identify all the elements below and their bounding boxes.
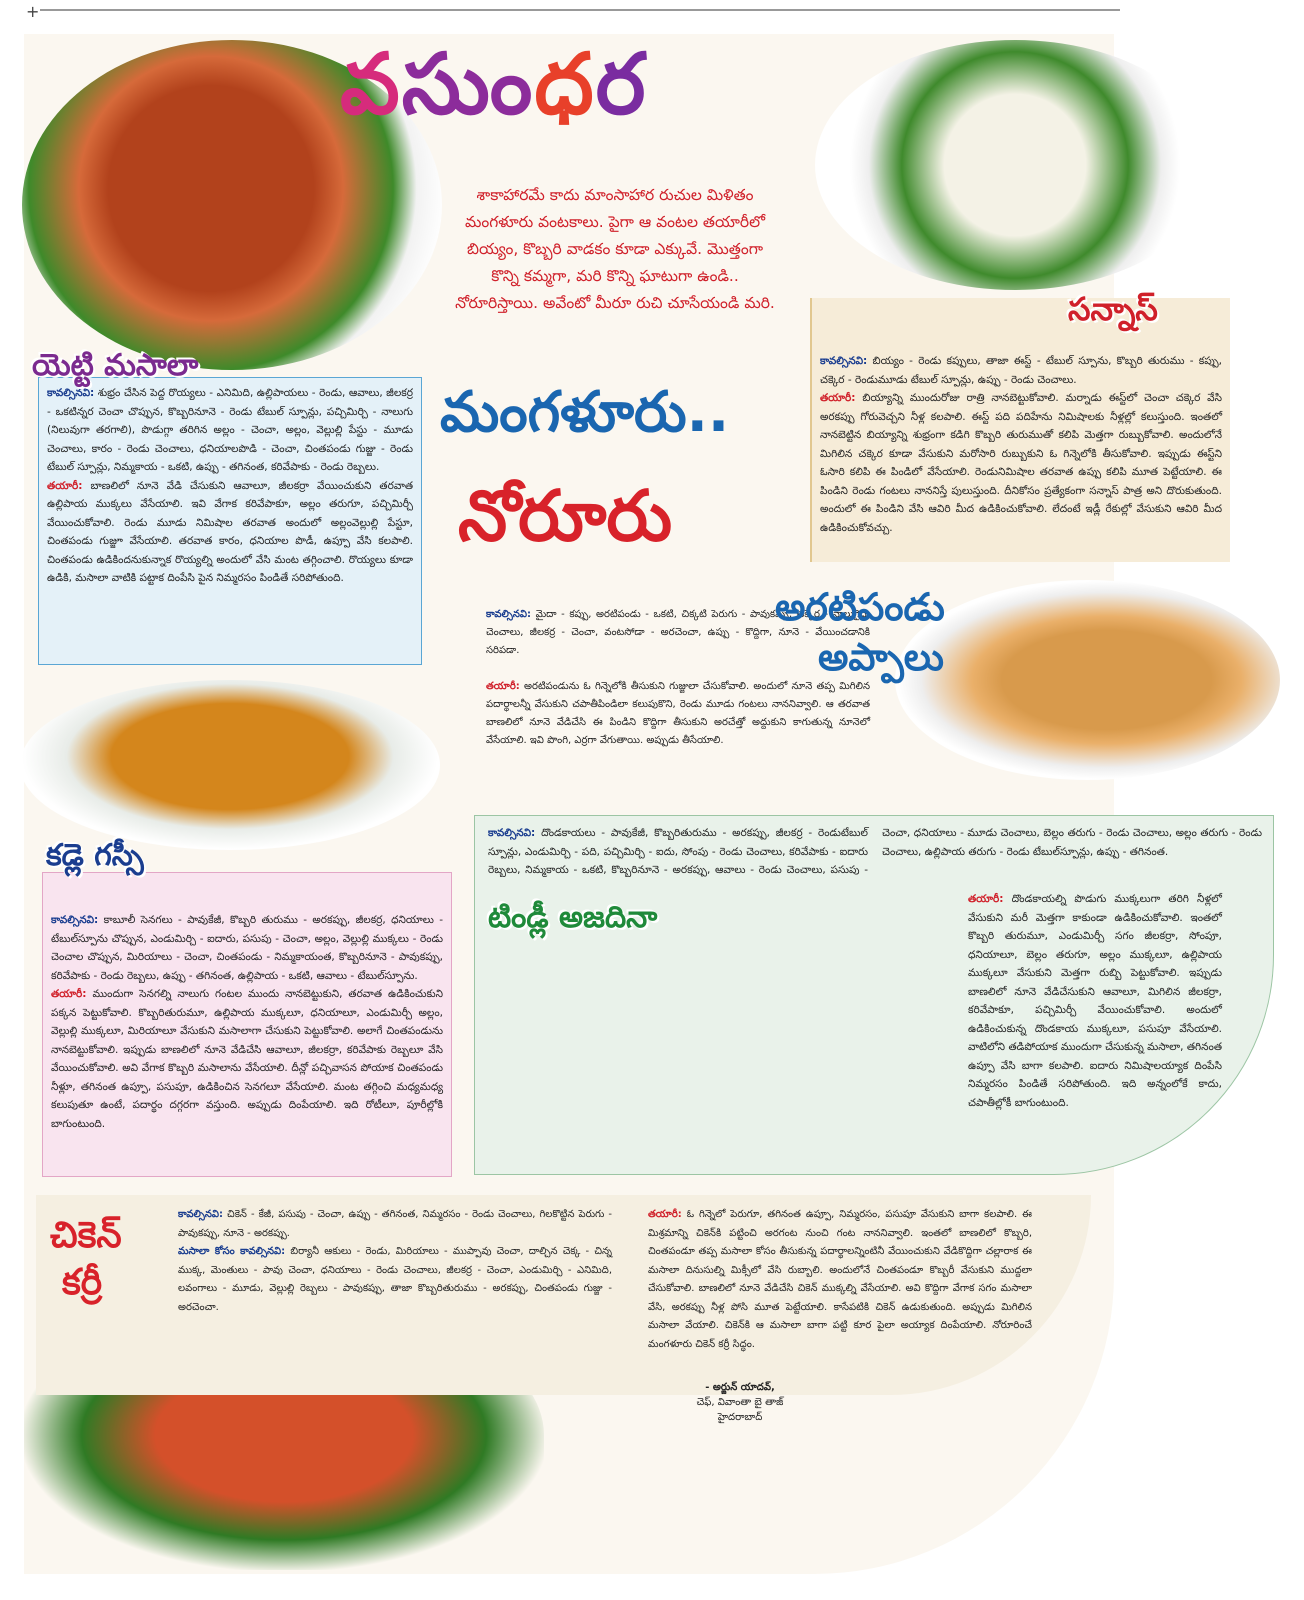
method-label: తయారీ: (968, 893, 1004, 905)
dish-title-appalu-2: అప్పాలు (818, 635, 944, 679)
logo-letter: ధ (534, 35, 596, 133)
headline-line2: నోరూరు (458, 475, 673, 557)
ingredients-label: కావల్సినవి: (51, 914, 99, 926)
method-text: దొండకాయల్ని పొడుగు ముక్కలుగా తరిగి నీళ్లలో వేసుకుని మరీ మెత్తగా కాకుండా ఉడికించుకోవాలి. ఇంతలో కొబ్బరి తురుమూ, ఎండుమిర్చీ సగం జీలకర్రా, సోంపూ, ధనియాలూ, బెల్లం తరుగూ, అల్లం ముక్కలూ, ఉల్లిపాయ ముక్కలూ వేసుకుని మెత్తగా రుబ్బి పెట్టుకోవాలి. ఇప్పుడు బాణలిలో నూనె వేడిచేసుకుని ఆవాలూ, మిగిలిన జీలకర్రా, కరివేపాకూ, పచ్చిమిర్చీ వేయించుకోవాలి. అందులో ఉడికించుకున్న దొండకాయ ముక్కలూ, పసుపూ వేసేయాలి. వాటిలోని తడిపోయాక ముందుగా చేసుకున్న మసాలా, తగినంత ఉప్పూ వేసి బాగా కలపాలి. ఐదారు నిమిషాలయ్యాక దింపేసి నిమ్మరసం పిండితే సరిపోతుంది. ఇది అన్నంలోకే కాదు, చపాతీల్లోకీ బాగుంటుంది. (968, 893, 1222, 1109)
method-text: బియ్యాన్ని ముందురోజు రాత్రి నానబెట్టుకోవాలి. మర్నాడు ఈస్ట్‌లో చెంచా చక్కెర వేసి అరకప్పు గోరువెచ్చని నీళ్ల కలపాలి. ఈస్ట్ పది పదిహేను నిమిషాలకు నీళ్లల్లో కలుస్తుంది. ఇంతలో నానబెట్టిన బియ్యాన్ని శుభ్రంగా కడిగి కొబ్బరి తురుముతో కలిపి మెత్తగా రుబ్బుకోవాలి. అందులోనే మిగిలిన చక్కెర కూడా వేసుకుని మరోసారి రుబ్బుకుని ఓ గిన్నెలోకి తీసుకోవాలి. ఇప్పుడు ఈస్ట్‌ని ఓసారి కలిపి ఈ పిండిలో వేసేయాలి. రెండునిమిషాల తరవాత ఉప్పు కలిపి మూత పెట్టేయాలి. ఈ పిండిని రెండు గంటలు నాననిస్తే పులుస్తుంది. దీనికోసం ప్రత్యేకంగా సన్నాస్ పాత్ర అని దొరుకుతుంది. అందులో ఈ పిండిని వేసి ఆవిరి మీద ఉడికించుకోవాలి. లేదంటే ఇడ్లీ రేకుల్లో వేసుకుని ఆవిరి మీద ఉడికించుకోవచ్చు. (820, 392, 1222, 534)
chef-name: - అర్జున్ యాదవ్, (705, 1382, 775, 1393)
appalu-photo (895, 580, 1280, 780)
ingredients-text: దొండకాయలు - పావుకేజీ, కొబ్బరితురుము - అరకప్పు, జీలకర్ర - రెండుటేబుల్ స్పూన్లు, ఎండుమిర్చి - పది, పచ్చిమిర్చి - ఐదు, సోంపు - రెండు చెంచాలు, కరివేపాకు - ఐదారు రెబ్బలు, నిమ్మకాయ - ఒకటి, కొబ్బరినూనె - అరకప్పు, ఆవాలు - రెండు చెంచాలు, పసుపు - చెంచా, ధనియాలు - మూడు చెంచాలు, బెల్లం తరుగు - రెండు చెంచాలు, అల్లం తరుగు - రెండు చెంచాలు, ఉల్లిపాయ తరుగు - రెండు టేబుల్‌స్పూన్లు, ఉప్పు - తగినంత. (488, 827, 1262, 876)
logo-letter: ర (595, 35, 648, 133)
logo-letter: వ (340, 35, 402, 133)
intro-text: శాకాహారమే కాదు మాంసాహార రుచుల మిళితం మంగళూరు వంటకాలు. పైగా ఆ వంటల తయారీలో బియ్యం, కొబ్బరి వాడకం కూడా ఎక్కువే. మొత్తంగా కొన్ని కమ్మగా, మరి కొన్ని ఘాటుగా ఉండి.. నోరూరిస్తాయి. అవేంటో మీరూ రుచి చూసేయండి మరి. (455, 186, 775, 312)
dish-title-kadle: కడ్లె గస్సీ (46, 838, 144, 873)
dish-title-chicken-1: చికెన్ (50, 1215, 122, 1256)
dish-title-sannas: సన్నాస్ (1068, 290, 1158, 328)
recipe-tindli-method (960, 884, 1230, 1118)
method-label: తయారీ: (648, 1209, 682, 1220)
ingredients-text: శుభ్రం చేసిన పెద్ద రొయ్యలు - ఎనిమిది, ఉల్లిపాయలు - రెండు, ఆవాలు, జీలకర్ర - ఒకటిన్నర చెంచా చొప్పున, కొబ్బరినూనె - రెండు టేబుల్ స్పూన్లు, పచ్చిమిర్చి - నాలుగు (నిలువుగా తరగాలి), పొడుగ్గా తరిగిన అల్లం - చెంచా, అల్లం, వెల్లుల్లి పేస్టు - మూడు చెంచాలు, కారం - రెండు చెంచాలు, ధనియాలపొడి - చెంచా, చింతపండు గుజ్జు - రెండు టేబుల్ స్పూన్లు, నిమ్మకాయ - ఒకటి, ఉప్పు - తగినంత, కరివేపాకు - రెండు రెబ్బలు. (47, 387, 413, 473)
ingredients-label: కావల్సినవి: (488, 827, 536, 839)
method-label: తయారీ: (47, 479, 83, 492)
method-text: బాణలిలో నూనె వేడి చేసుకుని ఆవాలూ, జీలకర్రా వేయించుకుని తరవాత ఉల్లిపాయ ముక్కలు వేసేయాలి. ఇవి వేగాక కరివేపాకూ, అల్లం తరుగూ, పచ్చిమిర్చీ వేయించుకోవాలి. రెండు మూడు నిమిషాల తరవాత అందులో అల్లంవెల్లుల్లి పేస్టూ, చింతపండు గుజ్జూ వేసేయాలి. తరవాత కారం, ధనియాల పొడీ, ఉప్పూ వేసి కలపాలి. చింతపండు ఉడికిందనుకున్నాక రొయ్యల్ని అందులో వేసి మంట తగ్గించాలి. రొయ్యలు కూడా ఉడికి, మసాలా వాటికి పట్టాక దింపేసి పైన నిమ్మరసం పిండితే సరిపోతుంది. (47, 479, 413, 584)
recipe-chicken-method (640, 1200, 1040, 1360)
method-text: ఓ గిన్నెలో పెరుగూ, తగినంత ఉప్పూ, నిమ్మరసం, పసుపూ వేసుకుని బాగా కలపాలి. ఈ మిశ్రమాన్ని చికెన్‌కి పట్టించి అరగంట నుంచి గంట నాననివ్వాలి. ఇంతలో బాణలిలో కొబ్బరి, చింతపండూ తప్ప మసాలా కోసం తీసుకున్న పదార్థాలన్నింటినీ వేయించుకుని వేడికొద్దిగా చల్లారాక ఈ మసాలా దినుసుల్ని మిక్సీలో వేసి రుబ్బాలి. అందులోనే చింతపండూ కొబ్బరీ వేసుకుని ముద్దలా చేసుకోవాలి. బాణలిలో నూనె వేడిచేసి చికెన్ ముక్కల్ని వేసేయాలి. అవి కొద్దిగా వేగాక సగం మసాలా వేసి, అరకప్పు నీళ్ల పోసి మూత పెట్టేయాలి. కాసేపటికి చికెన్ ఉడుకుతుంది. అప్పుడు మిగిలిన మసాలా వేయాలి. చికెన్‌కి ఆ మసాలా బాగా పట్టి కూర పైలా అయ్యాక దింపేయాలి. నోరూరించే మంగళూరు చికెన్ కర్రీ సిద్ధం. (648, 1209, 1033, 1350)
recipe-chicken-ingredients (170, 1200, 620, 1323)
recipe-tindli-ingredients (480, 818, 1270, 888)
ingredients-label: కావల్సినవి: (820, 355, 868, 367)
masala-text: బిర్యానీ ఆకులు - రెండు, మిరియాలు - ముప్పావు చెంచా, దాల్చిన చెక్క - చిన్న ముక్క, మెంతులు - పావు చెంచా, ధనియాలు - రెండు చెంచాలు, జీలకర్ర - చెంచా, ఎండుమిర్చి - ఎనిమిది, లవంగాలు - మూడు, వెల్లుల్లి రెబ్బలు - పావుకప్పు, తాజా కొబ్బరితురుము - అరకప్పు, చింతపండు గుజ్జు - అరచెంచా. (178, 1246, 612, 1313)
ingredients-text: మైదా - కప్పు, అరటిపండు - ఒకటి, చిక్కటి పెరుగు - పావుకప్పు, చక్కెర - నాలుగైదు చెంచాలు, జీలకర్ర - చెంచా, వంటసోడా - అరచెంచా, ఉప్పు - కొద్దిగా, నూనె - వేయించడానికి సరిపడా. (486, 609, 871, 656)
sannas-photo (815, 40, 1215, 290)
ingredients-text: కాబూలీ సెనగలు - పావుకేజీ, కొబ్బరి తురుము - అరకప్పు, జీలకర్ర, ధనియాలు - టేబుల్‌స్పూను చొప్పున, ఎండుమిర్చి - ఐదారు, పసుపు - చెంచా, అల్లం, వెల్లుల్లి ముక్కలు - రెండు చెంచాల చొప్పున, మిరియాలు - చెంచా, చింతపండు - నిమ్మకాయంత, కొబ్బరినూనె - పావుకప్పు, కరివేపాకు - రెండు రెబ్బలు, ఉప్పు - తగినంత, ఉల్లిపాయ - ఒకటి, ఆవాలు - టేబుల్‌స్పూను. (51, 914, 443, 982)
headline-line1: మంగళూరు.. (440, 380, 730, 445)
crop-mark: + (26, 2, 40, 21)
dish-title-yetti: యెట్టి మసాలా (32, 348, 199, 383)
dish-title-tindli: టిండ్లీ అజదినా (488, 900, 658, 935)
ingredients-text: బియ్యం - రెండు కప్పులు, తాజా ఈస్ట్ - టేబుల్ స్పూను, కొబ్బరి తురుము - కప్పు, చక్కెర - రెండుమూడు టేబుల్ స్పూన్లు, ఉప్పు - రెండు చెంచాలు. (820, 355, 1222, 386)
method-label: తయారీ: (51, 988, 87, 1000)
method-label: తయారీ: (820, 392, 856, 404)
kadle-gassi-photo (20, 680, 440, 850)
dish-title-chicken-2: కర్రీ (62, 1262, 103, 1303)
ingredients-text: చికెన్ - కేజీ, పసుపు - చెంచా, ఉప్పు - తగినంత, నిమ్మరసం - రెండు చెంచాలు, గిలకొట్టిన పెరుగు - పావుకప్పు, నూనె - అరకప్పు. (178, 1209, 612, 1239)
recipe-kadle (42, 872, 452, 1177)
ingredients-label: కావల్సినవి: (486, 609, 531, 620)
method-label: తయారీ: (486, 681, 520, 692)
logo-letter: సుం (401, 35, 535, 133)
ingredients-label: కావల్సినవి: (178, 1209, 223, 1220)
recipe-yetti (38, 377, 422, 665)
top-rule (40, 9, 1120, 11)
dish-title-appalu-1: అరటిపండు (775, 585, 945, 629)
ingredients-label: కావల్సినవి: (47, 387, 95, 399)
chef-role: చెఫ్, వివాంతా బై తాజ్ (696, 1397, 784, 1408)
masthead-logo (340, 35, 648, 133)
method-text: అరటిపండును ఓ గిన్నెలోకి తీసుకుని గుజ్జులా చేసుకోవాలి. అందులో నూనె తప్ప మిగిలిన పదార్థాలన్నీ వేసుకుని చపాతీపిండిలా కలుపుకొని, రెండు మూడు గంటలు నాననివ్వాలి. ఆ తరవాత బాణలిలో నూనె వేడిచేసి ఈ పిండిని కొద్దిగా తీసుకుని అరచేత్తో అద్దుకుని కాగుతున్న నూనెలో వేసేయాలి. ఇవి పొంగి, ఎర్రగా వేగుతాయి. అప్పుడు తీసేయాలి. (486, 681, 870, 746)
recipe-sannas (810, 298, 1230, 562)
method-text: ముందుగా సెనగల్ని నాలుగు గంటల ముందు నానబెట్టుకుని, తరవాత ఉడికించుకుని పక్కన పెట్టుకోవాలి. కొబ్బరితురుమూ, ఉల్లిపాయ ముక్కలూ, ధనియాలూ, ఎండుమిర్చీ అల్లం, వెల్లుల్లి ముక్కలూ, మిరియాలూ వేసుకుని మసాలాగా చేసుకుని పెట్టుకోవాలి. అలాగే చింతపండును నానబెట్టుకోవాలి. ఇప్పుడు బాణలిలో నూనె వేడిచేసి ఆవాలూ, జీలకర్రా, కరివేపాకు రెబ్బలూ వేసి వేయించుకోవాలి. అవి వేగాక కొబ్బరి మసాలాను వేసేయాలి. దీన్లో పచ్చివాసన పోయాక చింతపండు నీళ్లూ, తగినంత ఉప్పూ, పసుపూ, ఉడికించిన సెనగలూ వేసేయాలి. మంట తగ్గించి మధ్యమధ్య కలుపుతూ ఉంటే, పదార్థం దగ్గరగా వస్తుంది. అప్పుడు దింపేయాలి. ఇది రోటీలూ, పూరీల్లోకి బాగుంటుంది. (51, 988, 443, 1130)
masala-label: మసాలా కోసం కావల్సినవి: (178, 1246, 286, 1257)
chef-credit (660, 1380, 820, 1425)
chef-city: హైదరాబాద్ (717, 1412, 763, 1423)
